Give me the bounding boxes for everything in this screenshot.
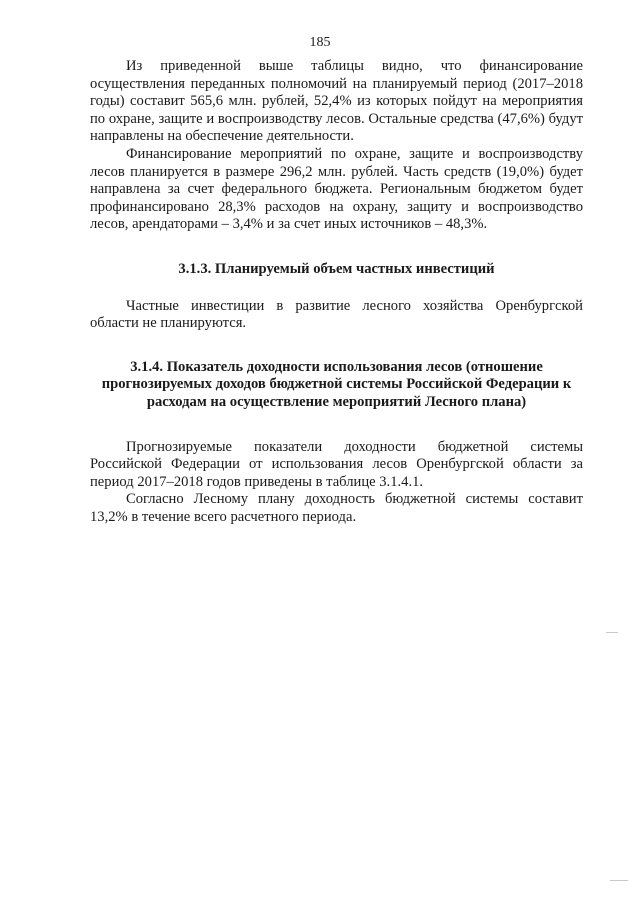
spacer bbox=[90, 279, 583, 298]
section-heading-profitability bbox=[90, 359, 583, 412]
section-heading-private-investment: 3.1.3. Планируемый объем частных инвестиций bbox=[178, 260, 495, 277]
spacer bbox=[90, 234, 583, 261]
paragraph-financing-summary: Из приведенной выше таблицы видно, что финансирование осуществления переданных полномочий на планируемый период (2017–2018 годы) составит 565,6 млн. рублей, 52,4% из которых пойдут на мероприятия по охране, защите и воспроизводству лесов. Остальные средства (47,6%) будут направлены на обеспечение деятельности. bbox=[90, 58, 583, 145]
scan-artifact bbox=[606, 632, 618, 633]
paragraph-private-investment: Частные инвестиции в развитие лесного хозяйства Оренбургской области не планируются. bbox=[90, 297, 583, 332]
page-content bbox=[90, 58, 583, 526]
heading-line: 3.1.4. Показатель доходности использования лесов (отношение bbox=[130, 358, 543, 375]
spacer bbox=[90, 412, 583, 439]
heading-line: расходам на осуществление мероприятий Лесного плана) bbox=[146, 393, 527, 410]
paragraph-financing-sources: Финансирование мероприятий по охране, защите и воспроизводству лесов планируется в размере 296,2 млн. рублей. Часть средств (19,0%) будет направлена за счет федерального бюджета. Региональным бюджетом будет профинансировано 28,3% расходов на охрану, защиту и воспроизводство лесов, арендаторами – 3,4% и за счет иных источников – 48,3%. bbox=[90, 145, 583, 233]
spacer bbox=[90, 333, 583, 359]
paragraph-profitability-forecast: Прогнозируемые показатели доходности бюджетной системы Российской Федерации от использования лесов Оренбургской области за период 2017–2018 годов приведены в таблице 3.1.4.1. bbox=[90, 438, 583, 490]
paragraph-profitability-result: Согласно Лесному плану доходность бюджетной системы составит 13,2% в течение всего расчетного периода. bbox=[90, 491, 583, 525]
page-number: 185 bbox=[309, 35, 331, 50]
scan-artifact bbox=[610, 880, 628, 881]
heading-line: прогнозируемых доходов бюджетной системы Российской Федерации к bbox=[101, 376, 572, 393]
